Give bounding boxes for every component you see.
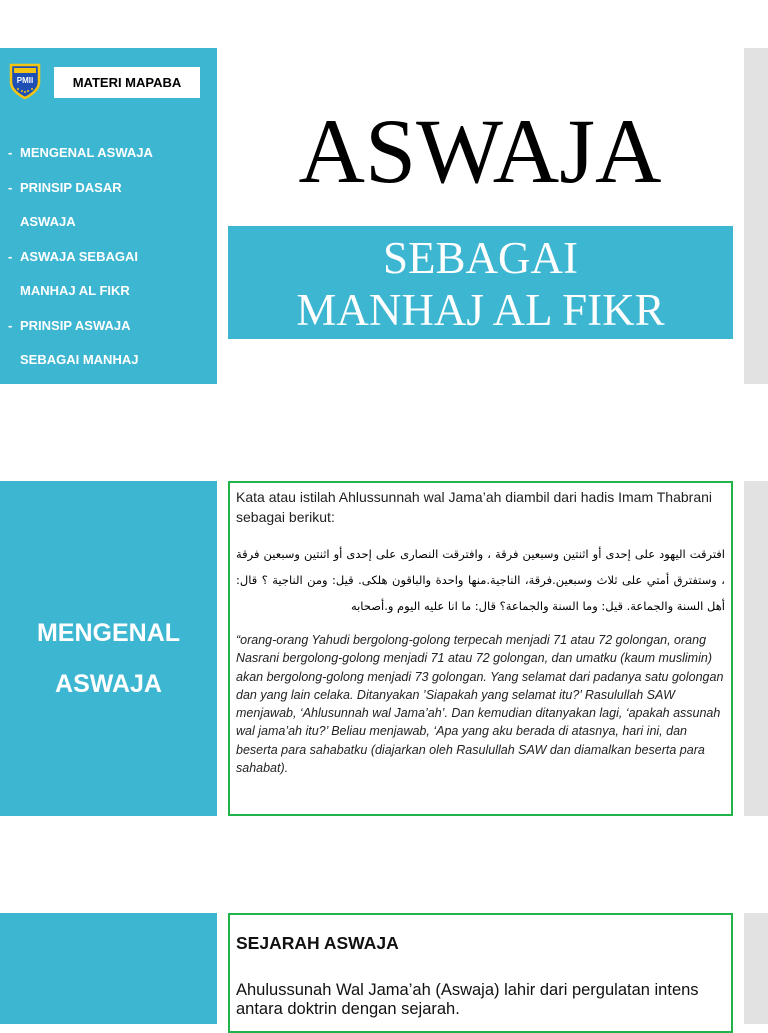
topic-item: - ASWAJA SEBAGAI	[8, 248, 138, 264]
slide2-sidebar	[0, 481, 217, 816]
intro-text: Kata atau istilah Ahlussunnah wal Jama’ah diambil dari hadis Imam Thabrani sebagai berikut:	[236, 489, 713, 525]
section-title-line2: ASWAJA	[55, 670, 162, 698]
history-heading: SEJARAH ASWAJA	[236, 933, 399, 953]
slide-edge	[744, 913, 768, 1024]
slide-title: ASWAJA	[298, 100, 662, 202]
topic-item: - PRINSIP ASWAJA	[8, 317, 131, 333]
slide-subtitle	[228, 226, 733, 339]
subtitle-line2: MANHAJ AL FIKR	[296, 285, 665, 335]
topic-item: ASWAJA	[20, 214, 76, 229]
history-box	[228, 913, 733, 1033]
slide3-sidebar	[0, 913, 217, 1024]
topic-item: SEBAGAI MANHAJ	[20, 352, 139, 367]
slide1-sidebar	[0, 48, 217, 384]
slide-edge	[744, 481, 768, 816]
arabic-hadith: افترقت اليهود على إحدى أو اثنتين وسبعين فرقة ، وافترقت النصارى على إحدى أو اثنتين وسبعين فرقة ، وستفترق أمتي على ثلاث وسبعين.فرقة، الناجية.منها واحدة والباقون هلكى. قيل: ومن الناجية ؟ قال: أهل السنة والجماعة. قيل: وما السنة والجماعة؟ قال: ما انا عليه اليوم و.أصحابه	[236, 547, 725, 613]
topic-item: - PRINSIP DASAR	[8, 179, 122, 195]
topic-list	[8, 136, 213, 378]
logo-text: PMII	[16, 76, 34, 85]
pmii-logo	[8, 62, 42, 100]
hadith-translation: “orang-orang Yahudi bergolong-golong terpecah menjadi 71 atau 72 golongan, orang Nasrani bergolong-golong menjadi 71 atau 72 golongan, dan umatku (kaum muslimin) akan bergolong-golong menjadi 73 golongan. Yang selamat dari padanya satu golongan dan yang lain celaka. Ditanyakan ’Siapakah yang selamat itu?’ Rasulullah SAW menjawab, ‘Ahlusunnah wal Jama’ah’. Dan kemudian ditanyakan lagi, ‘apakah assunah wal jama’ah itu?’ Beliau menjawab, ‘Apa yang aku berada di atasnya, hari ini, dan beserta para sahabatku (diajarkan oleh Rasulullah SAW dan diamalkan beserta para sahabat).	[236, 633, 724, 776]
section-title-line1: MENGENAL	[36, 619, 181, 647]
slide-edge	[744, 48, 768, 384]
topic-item: MANHAJ AL FIKR	[20, 283, 130, 298]
subtitle-line1: SEBAGAI	[382, 233, 578, 283]
topic-item: - MENGENAL ASWAJA	[8, 145, 153, 160]
hadith-box	[228, 481, 733, 816]
history-paragraph: Ahulussunah Wal Jama’ah (Aswaja) lahir dari pergulatan intens antara doktrin dengan sejarah.	[236, 981, 699, 1018]
materi-label: MATERI MAPABA	[54, 67, 200, 98]
